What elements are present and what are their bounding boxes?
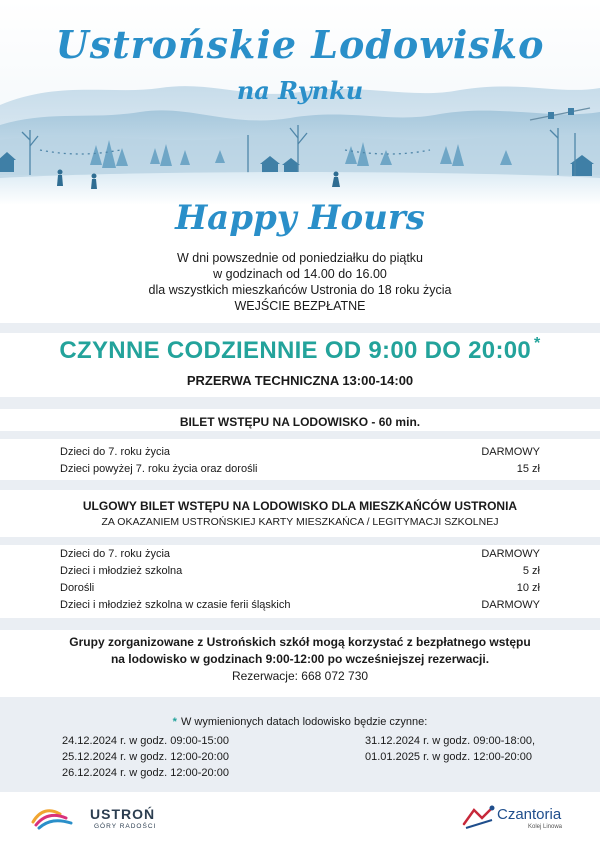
price-label: Dzieci i młodzież szkolna [60,565,183,577]
czantoria-logo-name: Czantoria [497,806,562,823]
happy-hours-line: WEJŚCIE BEZPŁATNE [234,299,366,313]
price-row [60,446,540,462]
section-divider [0,397,600,409]
czantoria-logo-tagline: Kolej Linowa [528,824,563,830]
price-value: 15 zł [516,463,540,475]
groups-line [0,651,600,668]
ustron-logo-tagline: GÓRY RADOŚCI [94,823,157,830]
special-date: 25.12.2024 r. w godz. 12:00-20:00 [62,751,229,763]
special-date: 01.01.2025 r. w godz. 12:00-20:00 [365,751,532,763]
rink-title: Ustrońskie Lodowisko [55,22,545,67]
price-label: Dzieci do 7. roku życia [60,446,171,458]
price-value: 5 zł [522,565,540,577]
discount-subtitle: ZA OKAZANIEM USTROŃSKIEJ KARTY MIESZKAŃCA / LEGITYMACJI SZKOLNEJ [101,516,499,528]
groups-line-bold: na lodowisko w godzinach 9:00-12:00 po wcześniejszej rezerwacji. [110,652,490,666]
asterisk-icon: * [172,716,177,728]
groups-line-bold: Grupy zorganizowane z Ustrońskich szkół mogą korzystać z bezpłatnego wstępu [69,635,531,649]
happy-hours-line: W dni powszednie od poniedziałku do piątku [177,251,423,265]
special-date: 26.12.2024 r. w godz. 12:00-20:00 [62,767,229,779]
discount-title: ULGOWY BILET WSTĘPU NA LODOWISKO DLA MIESZKAŃCÓW USTRONIA [82,499,518,513]
section-divider [0,618,600,630]
price-row [60,548,540,564]
school-groups-info [0,634,600,685]
price-label: Dzieci i młodzież szkolna w czasie ferii śląskich [60,599,291,611]
special-date: 24.12.2024 r. w godz. 09:00-15:00 [62,735,229,747]
special-date: 31.12.2024 r. w godz. 09:00-18:00, [365,735,536,747]
groups-line [0,634,600,651]
happy-hours-line: w godzinach od 14.00 do 16.00 [213,267,387,281]
price-value: 10 zł [516,582,540,594]
section-divider [0,480,600,490]
price-label: Dorośli [60,582,95,594]
footer [0,792,600,843]
price-label: Dzieci powyżej 7. roku życia oraz dorośli [60,463,258,475]
section-divider [0,431,600,439]
opening-hours [0,337,600,365]
czantoria-logo-icon [462,804,496,830]
special-dates-right [365,733,535,765]
price-value: DARMOWY [481,599,540,611]
ticket-title: BILET WSTĘPU NA LODOWISKO - 60 min. [179,415,421,429]
price-label: Dzieci do 7. roku życia [60,548,171,560]
technical-break: PRZERWA TECHNICZNA 13:00-14:00 [186,373,414,388]
section-divider [0,537,600,545]
price-row [60,463,540,479]
price-value: DARMOWY [481,548,540,560]
happy-hours-line: dla wszystkich mieszkańców Ustronia do 18 roku życia [148,283,452,297]
special-dates-heading [0,716,600,728]
section-divider [0,323,600,333]
happy-hours-title: Happy Hours [175,198,425,238]
rink-subtitle: na Rynku [236,76,364,105]
price-row [60,582,540,598]
opening-hours-text: CZYNNE CODZIENNIE OD 9:00 DO 20:00 [59,337,532,364]
ustron-logo-name: USTROŃ [90,806,156,822]
reservation-phone: Rezerwacje: 668 072 730 [231,669,369,683]
price-value: DARMOWY [481,446,540,458]
special-dates-left [62,733,229,781]
special-dates-heading-text: W wymienionych datach lodowisko będzie czynne: [180,716,428,728]
ustron-logo-icon [30,804,74,830]
price-row [60,565,540,581]
price-row [60,599,540,615]
asterisk-icon: * [534,335,541,352]
happy-hours-info [0,250,600,314]
